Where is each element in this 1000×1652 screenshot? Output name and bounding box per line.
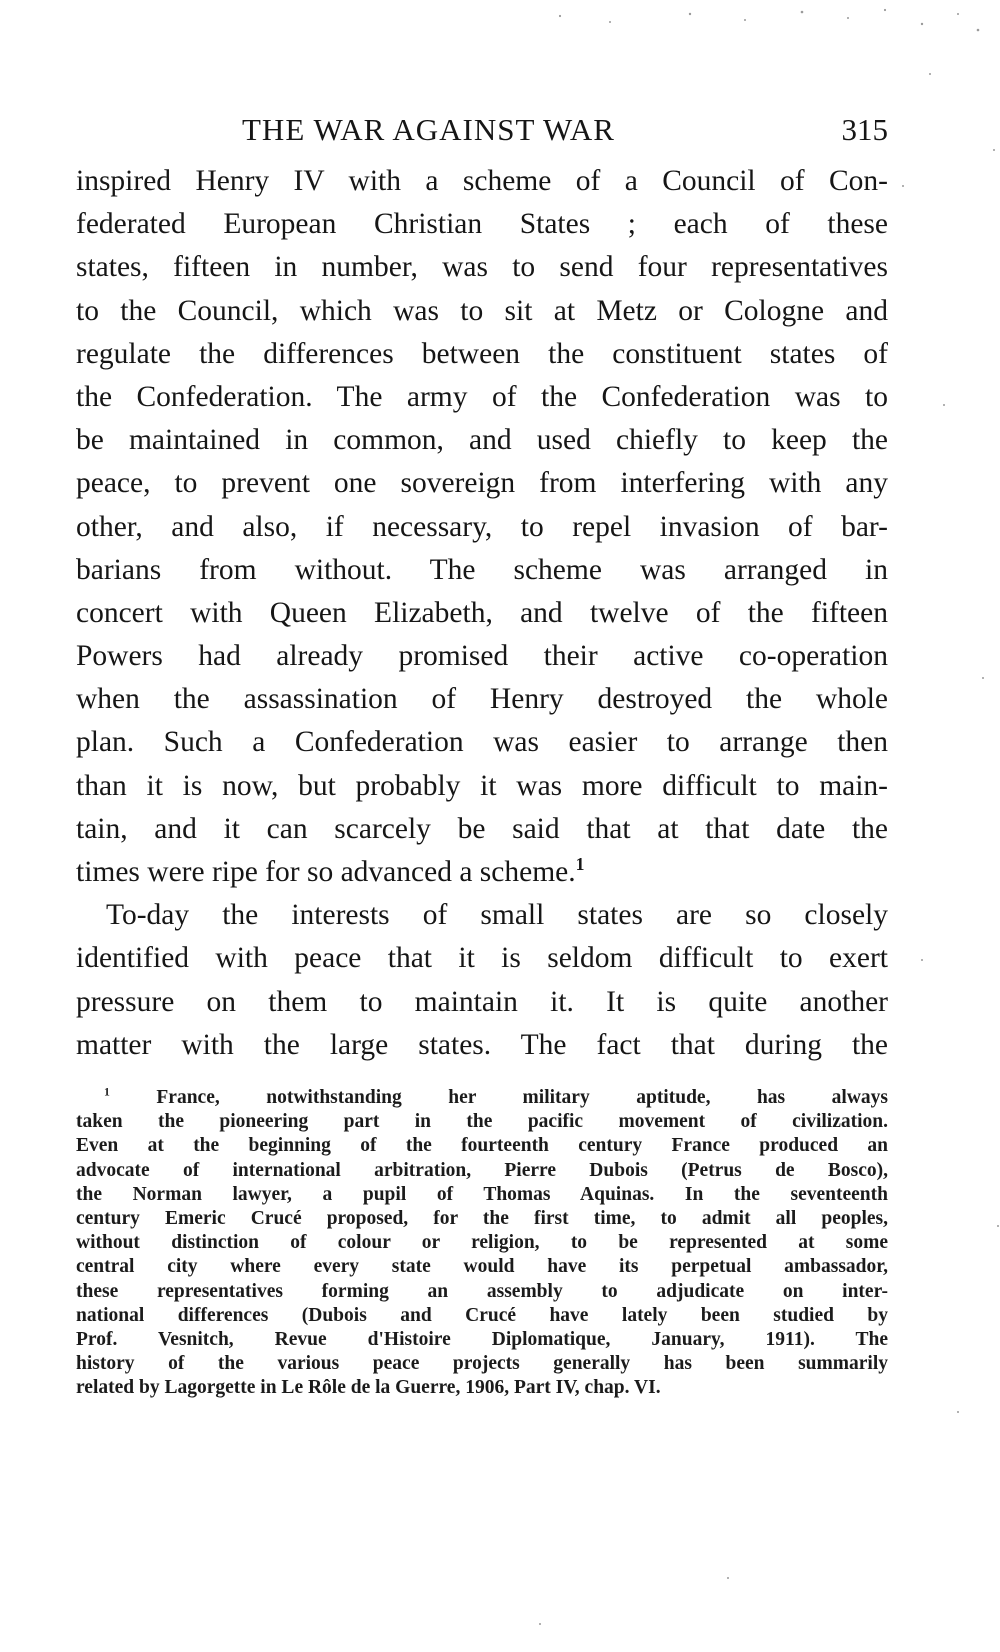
footnote-line: without distinction of colour or religion, to be represented at some xyxy=(76,1232,888,1254)
scan-speck xyxy=(689,13,691,15)
text-line: identified with peace that it is seldom difficult to exert xyxy=(76,942,888,975)
footnote-line: century Emeric Crucé proposed, for the first time, to admit all peoples, xyxy=(76,1207,888,1229)
text-line: plan. Such a Confederation was easier to arrange then xyxy=(76,726,888,759)
text-line: Powers had already promised their active co-operation xyxy=(76,640,888,673)
text-line: be maintained in common, and used chiefly to keep the xyxy=(76,424,888,457)
footnote-marker: 1 xyxy=(104,1085,110,1099)
scan-speck xyxy=(957,1411,959,1413)
text-line: to the Council, which was to sit at Metz or Cologne and xyxy=(76,294,888,327)
text-line: barians from without. The scheme was arranged in xyxy=(76,553,888,586)
text-line-with-footnote-ref xyxy=(76,851,888,894)
footnote-line: Prof. Vesnitch, Revue d'Histoire Diplomatique, January, 1911). The xyxy=(76,1328,888,1350)
paragraph-first-line: To-day the interests of small states are so closely xyxy=(106,899,888,932)
scan-speck xyxy=(902,185,904,187)
text-line: when the assassination of Henry destroyed the whole xyxy=(76,683,888,716)
text-line: concert with Queen Elizabeth, and twelve of the fifteen xyxy=(76,596,888,629)
body-text xyxy=(76,160,888,1067)
footnote-line: national differences (Dubois and Crucé have lately been studied by xyxy=(76,1304,888,1326)
footnote-line: Even at the beginning of the fourteenth century France produced an xyxy=(76,1135,888,1157)
text-line: other, and also, if necessary, to repel invasion of bar- xyxy=(76,510,888,543)
scan-speck xyxy=(921,23,923,25)
scan-speck xyxy=(921,959,923,961)
footnote-reference: 1 xyxy=(575,854,585,875)
text-line: than it is now, but probably it was more difficult to main- xyxy=(76,769,888,802)
scan-speck xyxy=(929,73,931,75)
scan-speck xyxy=(559,15,561,17)
footnote-line: the Norman lawyer, a pupil of Thomas Aquinas. In the seventeenth xyxy=(76,1183,888,1205)
scan-speck xyxy=(977,29,980,32)
scan-speck xyxy=(744,19,746,21)
scan-speck xyxy=(727,1577,729,1579)
footnote-line: these representatives forming an assembly to adjudicate on inter- xyxy=(76,1280,888,1302)
footnote-line: related by Lagorgette in Le Rôle de la Guerre, 1906, Part IV, chap. VI. xyxy=(76,1377,661,1399)
text-line: states, fifteen in number, was to send four representatives xyxy=(76,251,888,284)
footnote-line: central city where every state would have its perpetual ambassador, xyxy=(76,1256,888,1278)
footnote-line: advocate of international arbitration, Pierre Dubois (Petrus de Bosco), xyxy=(76,1159,888,1181)
scan-speck xyxy=(847,17,849,19)
footnote-block xyxy=(76,1086,888,1400)
text-line: pressure on them to maintain it. It is quite another xyxy=(76,985,888,1018)
text-line-content: times were ripe for so advanced a scheme. xyxy=(76,856,576,888)
text-line: regulate the differences between the constituent states of xyxy=(76,337,888,370)
scan-speck xyxy=(884,9,886,11)
text-line: tain, and it can scarcely be said that at that date the xyxy=(76,812,888,845)
scan-speck xyxy=(943,404,945,406)
footnote-line-content: France, notwithstanding her military aptitude, has always xyxy=(156,1087,889,1108)
text-line: the Confederation. The army of the Confederation was to xyxy=(76,380,888,413)
running-title: THE WAR AGAINST WAR xyxy=(242,112,615,147)
scan-speck xyxy=(997,1225,999,1227)
scan-speck xyxy=(609,21,611,23)
scan-speck xyxy=(539,1623,541,1625)
running-head xyxy=(76,106,888,154)
text-line: matter with the large states. The fact that during the xyxy=(76,1028,888,1061)
text-line: inspired Henry IV with a scheme of a Council of Con- xyxy=(76,165,888,197)
scan-speck xyxy=(982,677,984,679)
footnote-first-line xyxy=(76,1086,888,1110)
scan-speck xyxy=(801,11,804,14)
text-line: federated European Christian States ; each of these xyxy=(76,208,888,241)
page-number: 315 xyxy=(841,112,888,147)
text-line: peace, to prevent one sovereign from interfering with any xyxy=(76,467,888,500)
scan-speck xyxy=(993,149,995,151)
footnote-line: taken the pioneering part in the pacific movement of civilization. xyxy=(76,1111,888,1133)
footnote-line: history of the various peace projects generally has been summarily xyxy=(76,1353,888,1375)
scan-speck xyxy=(957,13,959,15)
